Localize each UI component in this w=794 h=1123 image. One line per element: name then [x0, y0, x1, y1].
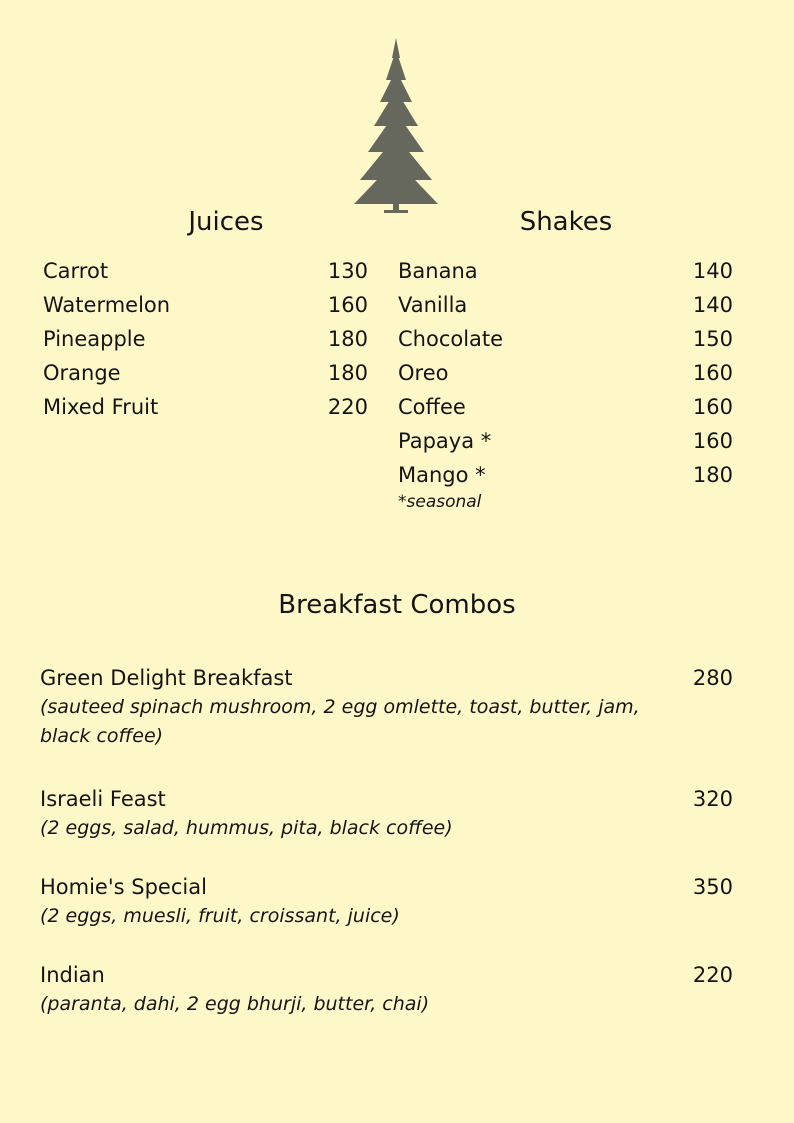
list-item — [43, 324, 368, 358]
combo-item — [40, 664, 733, 785]
shakes-list — [398, 256, 733, 494]
item-name: Coffee — [398, 395, 466, 419]
pine-tree-icon — [348, 36, 444, 216]
list-item — [398, 290, 733, 324]
combo-price: 320 — [692, 787, 733, 811]
combo-name: Homie's Special — [40, 875, 207, 899]
list-item — [398, 256, 733, 290]
seasonal-note: *seasonal — [398, 492, 482, 512]
item-price: 160 — [692, 429, 733, 453]
list-item — [43, 392, 368, 426]
list-item — [398, 426, 733, 460]
combo-description: (2 eggs, muesli, fruit, croissant, juice) — [40, 905, 400, 927]
item-name: Chocolate — [398, 327, 504, 351]
list-item — [43, 290, 368, 324]
item-price: 160 — [327, 293, 368, 317]
combo-description: (paranta, dahi, 2 egg bhurji, butter, chai) — [40, 993, 430, 1015]
item-name: Orange — [43, 361, 121, 385]
combo-price: 280 — [692, 666, 733, 690]
combo-name: Green Delight Breakfast — [40, 666, 293, 690]
item-name: Watermelon — [43, 293, 171, 317]
combo-name: Israeli Feast — [40, 787, 166, 811]
item-price: 220 — [327, 395, 368, 419]
item-name: Vanilla — [398, 293, 468, 317]
item-name: Banana — [398, 259, 478, 283]
combo-price: 350 — [692, 875, 733, 899]
combo-name: Indian — [40, 963, 105, 987]
item-price: 160 — [692, 395, 733, 419]
item-price: 160 — [692, 361, 733, 385]
combo-description: (sauteed spinach mushroom, 2 egg omlette, toast, butter, jam, black coffee) — [40, 696, 640, 747]
item-name: Papaya * — [398, 429, 492, 453]
juices-list — [43, 256, 368, 426]
combo-item — [40, 785, 733, 873]
item-name: Pineapple — [43, 327, 146, 351]
item-price: 150 — [692, 327, 733, 351]
item-name: Carrot — [43, 259, 109, 283]
item-price: 180 — [327, 361, 368, 385]
list-item — [398, 358, 733, 392]
list-item — [398, 460, 733, 494]
item-price: 180 — [692, 463, 733, 487]
combo-item — [40, 961, 733, 1019]
item-name: Mixed Fruit — [43, 395, 159, 419]
list-item — [43, 358, 368, 392]
list-item — [43, 256, 368, 290]
combo-price: 220 — [692, 963, 733, 987]
combos-list — [40, 664, 733, 1019]
combo-description: (2 eggs, salad, hummus, pita, black coffee) — [40, 817, 453, 839]
item-name: Oreo — [398, 361, 449, 385]
item-name: Mango * — [398, 463, 486, 487]
item-price: 130 — [327, 259, 368, 283]
list-item — [398, 392, 733, 426]
shakes-heading: Shakes — [519, 207, 613, 237]
juices-heading: Juices — [188, 207, 264, 237]
list-item — [398, 324, 733, 358]
combos-heading: Breakfast Combos — [278, 590, 516, 620]
item-price: 140 — [692, 293, 733, 317]
item-price: 140 — [692, 259, 733, 283]
combo-item — [40, 873, 733, 961]
item-price: 180 — [327, 327, 368, 351]
